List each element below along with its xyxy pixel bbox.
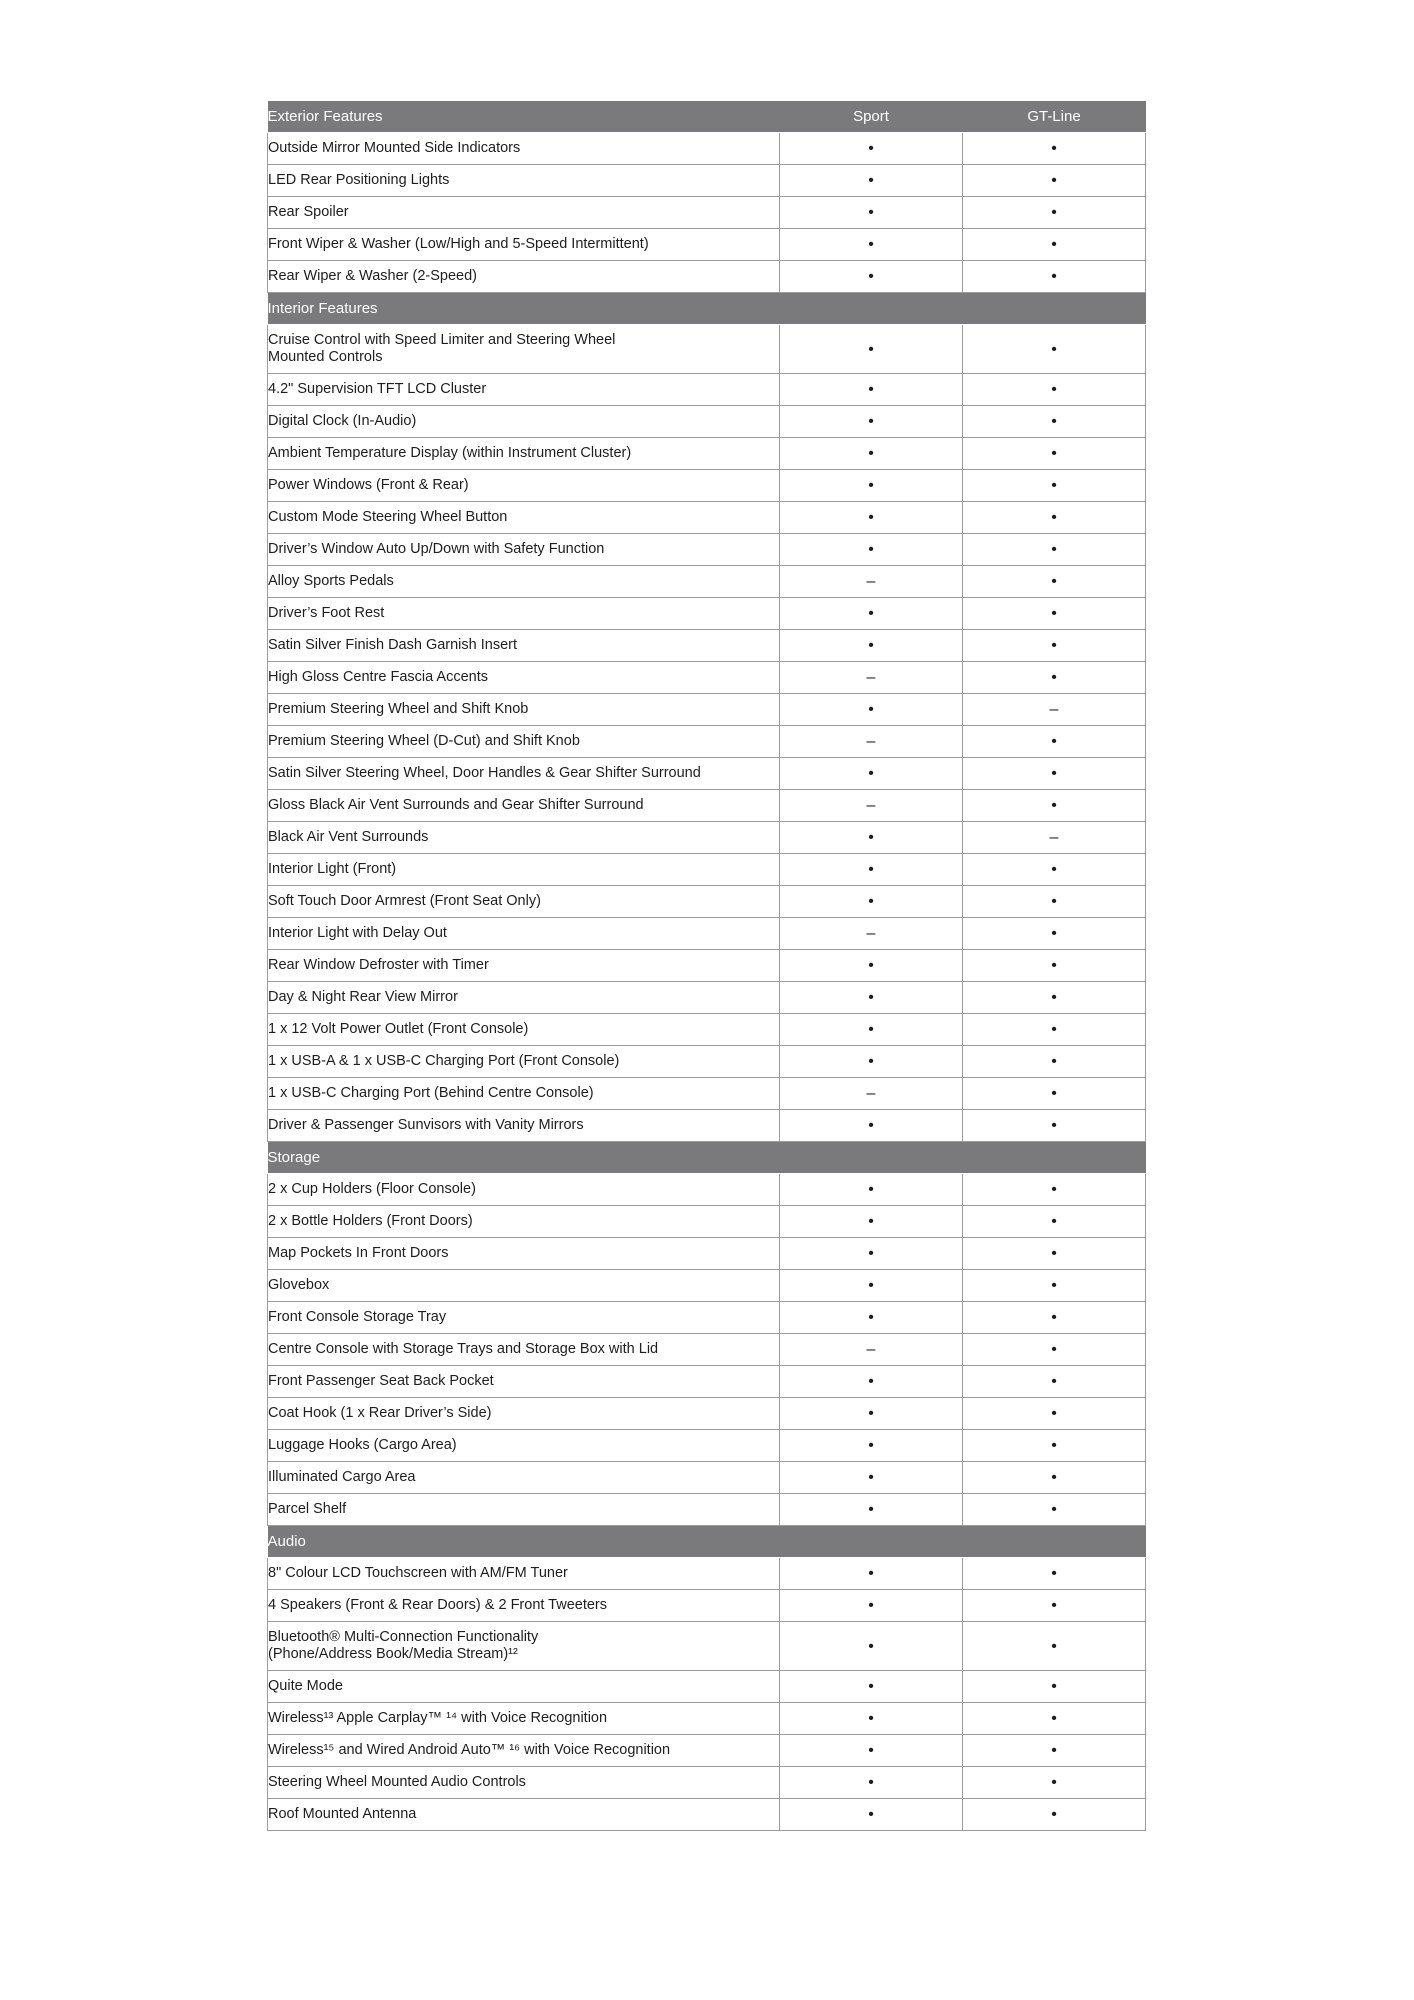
gt-line-availability: –	[963, 694, 1146, 726]
gt-line-availability: •	[963, 197, 1146, 229]
table-row	[268, 1703, 1146, 1735]
sport-availability: •	[780, 854, 963, 886]
gt-line-availability: •	[963, 1398, 1146, 1430]
table-row	[268, 1366, 1146, 1398]
specification-table	[267, 101, 1146, 1831]
gt-line-availability: •	[963, 261, 1146, 293]
gt-line-availability: •	[963, 534, 1146, 566]
gt-line-availability: •	[963, 1334, 1146, 1366]
table-row	[268, 374, 1146, 406]
sport-availability: •	[780, 502, 963, 534]
sport-availability: •	[780, 1206, 963, 1238]
table-row	[268, 438, 1146, 470]
gt-line-availability: •	[963, 325, 1146, 374]
sport-availability: •	[780, 1622, 963, 1671]
feature-label: Cruise Control with Speed Limiter and Steering Wheel Mounted Controls	[268, 325, 780, 374]
gt-line-availability: •	[963, 1494, 1146, 1526]
feature-label: 1 x USB-A & 1 x USB-C Charging Port (Front Console)	[268, 1046, 780, 1078]
feature-label: Interior Light with Delay Out	[268, 918, 780, 950]
table-row	[268, 261, 1146, 293]
table-row	[268, 325, 1146, 374]
sport-availability: •	[780, 470, 963, 502]
table-row	[268, 950, 1146, 982]
feature-label: Soft Touch Door Armrest (Front Seat Only)	[268, 886, 780, 918]
table-row	[268, 1238, 1146, 1270]
feature-label: High Gloss Centre Fascia Accents	[268, 662, 780, 694]
gt-line-availability: •	[963, 1590, 1146, 1622]
feature-label: Driver’s Window Auto Up/Down with Safety Function	[268, 534, 780, 566]
feature-label: Steering Wheel Mounted Audio Controls	[268, 1767, 780, 1799]
sport-availability: •	[780, 534, 963, 566]
table-row	[268, 982, 1146, 1014]
gt-line-availability: •	[963, 1735, 1146, 1767]
variant-heading-sport: Sport	[780, 101, 963, 133]
gt-line-availability: •	[963, 918, 1146, 950]
gt-line-availability: •	[963, 438, 1146, 470]
section-title: Exterior Features	[268, 101, 780, 133]
gt-line-availability: •	[963, 1078, 1146, 1110]
feature-label: Illuminated Cargo Area	[268, 1462, 780, 1494]
feature-label: 2 x Cup Holders (Floor Console)	[268, 1174, 780, 1206]
feature-label: Quite Mode	[268, 1671, 780, 1703]
feature-label: 1 x 12 Volt Power Outlet (Front Console)	[268, 1014, 780, 1046]
feature-label: Rear Spoiler	[268, 197, 780, 229]
table-row	[268, 1334, 1146, 1366]
gt-line-availability: •	[963, 598, 1146, 630]
section-header-cell	[963, 1526, 1146, 1558]
feature-label: Wireless¹⁵ and Wired Android Auto™ ¹⁶ with Voice Recognition	[268, 1735, 780, 1767]
sport-availability: –	[780, 918, 963, 950]
table-row	[268, 502, 1146, 534]
table-row	[268, 694, 1146, 726]
gt-line-availability: •	[963, 165, 1146, 197]
feature-label: Black Air Vent Surrounds	[268, 822, 780, 854]
table-row	[268, 1799, 1146, 1831]
section-header-cell	[963, 293, 1146, 325]
table-row	[268, 598, 1146, 630]
gt-line-availability: •	[963, 1430, 1146, 1462]
gt-line-availability: •	[963, 1558, 1146, 1590]
feature-label: Power Windows (Front & Rear)	[268, 470, 780, 502]
feature-label: Map Pockets In Front Doors	[268, 1238, 780, 1270]
gt-line-availability: •	[963, 1014, 1146, 1046]
table-row	[268, 534, 1146, 566]
sport-availability: •	[780, 1174, 963, 1206]
variant-heading-gt-line: GT-Line	[963, 101, 1146, 133]
feature-label: Gloss Black Air Vent Surrounds and Gear Shifter Surround	[268, 790, 780, 822]
table-row	[268, 1174, 1146, 1206]
gt-line-availability: •	[963, 662, 1146, 694]
feature-label: Custom Mode Steering Wheel Button	[268, 502, 780, 534]
sport-availability: •	[780, 1110, 963, 1142]
feature-label: Luggage Hooks (Cargo Area)	[268, 1430, 780, 1462]
feature-label: Coat Hook (1 x Rear Driver’s Side)	[268, 1398, 780, 1430]
gt-line-availability: •	[963, 1110, 1146, 1142]
feature-label: Rear Wiper & Washer (2-Speed)	[268, 261, 780, 293]
table-row	[268, 1206, 1146, 1238]
table-row	[268, 229, 1146, 261]
sport-availability: –	[780, 1078, 963, 1110]
feature-label: Front Passenger Seat Back Pocket	[268, 1366, 780, 1398]
feature-label: Ambient Temperature Display (within Instrument Cluster)	[268, 438, 780, 470]
feature-label: 4 Speakers (Front & Rear Doors) & 2 Front Tweeters	[268, 1590, 780, 1622]
sport-availability: •	[780, 630, 963, 662]
sport-availability: •	[780, 950, 963, 982]
feature-label: Parcel Shelf	[268, 1494, 780, 1526]
gt-line-availability: •	[963, 1366, 1146, 1398]
table-row	[268, 470, 1146, 502]
table-row	[268, 1622, 1146, 1671]
feature-label: Premium Steering Wheel and Shift Knob	[268, 694, 780, 726]
sport-availability: •	[780, 374, 963, 406]
section-header-storage	[268, 1142, 1146, 1174]
feature-label: 4.2" Supervision TFT LCD Cluster	[268, 374, 780, 406]
table-row	[268, 1558, 1146, 1590]
gt-line-availability: •	[963, 726, 1146, 758]
sport-availability: •	[780, 822, 963, 854]
section-header-cell	[963, 1142, 1146, 1174]
table-row	[268, 854, 1146, 886]
sport-availability: •	[780, 261, 963, 293]
table-row	[268, 1014, 1146, 1046]
section-title: Audio	[268, 1526, 780, 1558]
table-row	[268, 1398, 1146, 1430]
gt-line-availability: •	[963, 1206, 1146, 1238]
sport-availability: •	[780, 1735, 963, 1767]
feature-label: Satin Silver Steering Wheel, Door Handles & Gear Shifter Surround	[268, 758, 780, 790]
feature-label: LED Rear Positioning Lights	[268, 165, 780, 197]
feature-label: Roof Mounted Antenna	[268, 1799, 780, 1831]
section-header-audio	[268, 1526, 1146, 1558]
sport-availability: •	[780, 1799, 963, 1831]
feature-label: Glovebox	[268, 1270, 780, 1302]
feature-label: Day & Night Rear View Mirror	[268, 982, 780, 1014]
sport-availability: •	[780, 1398, 963, 1430]
table-row	[268, 662, 1146, 694]
sport-availability: •	[780, 1671, 963, 1703]
table-row	[268, 1671, 1146, 1703]
gt-line-availability: •	[963, 1671, 1146, 1703]
gt-line-availability: •	[963, 566, 1146, 598]
sport-availability: •	[780, 1302, 963, 1334]
sport-availability: •	[780, 325, 963, 374]
table-row	[268, 1078, 1146, 1110]
gt-line-availability: •	[963, 1799, 1146, 1831]
sport-availability: •	[780, 133, 963, 165]
feature-label: Centre Console with Storage Trays and Storage Box with Lid	[268, 1334, 780, 1366]
gt-line-availability: •	[963, 374, 1146, 406]
gt-line-availability: •	[963, 1703, 1146, 1735]
table-row	[268, 1494, 1146, 1526]
sport-availability: •	[780, 1703, 963, 1735]
sport-availability: •	[780, 1046, 963, 1078]
table-row	[268, 1767, 1146, 1799]
sport-availability: •	[780, 694, 963, 726]
gt-line-availability: •	[963, 1302, 1146, 1334]
gt-line-availability: •	[963, 854, 1146, 886]
sport-availability: •	[780, 1462, 963, 1494]
feature-label: Bluetooth® Multi-Connection Functionality (Phone/Address Book/Media Stream)¹²	[268, 1622, 780, 1671]
feature-label: Alloy Sports Pedals	[268, 566, 780, 598]
gt-line-availability: •	[963, 1767, 1146, 1799]
sport-availability: –	[780, 1334, 963, 1366]
gt-line-availability: •	[963, 502, 1146, 534]
sport-availability: •	[780, 1590, 963, 1622]
sport-availability: •	[780, 1270, 963, 1302]
sport-availability: –	[780, 726, 963, 758]
gt-line-availability: –	[963, 822, 1146, 854]
gt-line-availability: •	[963, 229, 1146, 261]
table-row	[268, 1110, 1146, 1142]
sport-availability: –	[780, 662, 963, 694]
sport-availability: •	[780, 165, 963, 197]
table-row	[268, 406, 1146, 438]
sport-availability: •	[780, 406, 963, 438]
table-row	[268, 758, 1146, 790]
feature-label: Satin Silver Finish Dash Garnish Insert	[268, 630, 780, 662]
section-header-cell	[780, 1526, 963, 1558]
feature-label: Interior Light (Front)	[268, 854, 780, 886]
gt-line-availability: •	[963, 630, 1146, 662]
feature-label: Digital Clock (In-Audio)	[268, 406, 780, 438]
gt-line-availability: •	[963, 1462, 1146, 1494]
table-row	[268, 918, 1146, 950]
sport-availability: •	[780, 1014, 963, 1046]
table-row	[268, 1462, 1146, 1494]
table-row	[268, 630, 1146, 662]
table-row	[268, 197, 1146, 229]
section-title: Storage	[268, 1142, 780, 1174]
feature-label: Outside Mirror Mounted Side Indicators	[268, 133, 780, 165]
gt-line-availability: •	[963, 1270, 1146, 1302]
feature-label: Front Console Storage Tray	[268, 1302, 780, 1334]
gt-line-availability: •	[963, 790, 1146, 822]
section-header-exterior-features	[268, 101, 1146, 133]
gt-line-availability: •	[963, 1174, 1146, 1206]
gt-line-availability: •	[963, 1046, 1146, 1078]
gt-line-availability: •	[963, 470, 1146, 502]
specification-table-body	[268, 101, 1146, 1831]
feature-label: 1 x USB-C Charging Port (Behind Centre Console)	[268, 1078, 780, 1110]
section-title: Interior Features	[268, 293, 780, 325]
sport-availability: •	[780, 598, 963, 630]
table-row	[268, 566, 1146, 598]
table-row	[268, 133, 1146, 165]
feature-label: 8" Colour LCD Touchscreen with AM/FM Tuner	[268, 1558, 780, 1590]
sport-availability: •	[780, 982, 963, 1014]
sport-availability: •	[780, 758, 963, 790]
section-header-cell	[780, 1142, 963, 1174]
sport-availability: •	[780, 886, 963, 918]
gt-line-availability: •	[963, 886, 1146, 918]
table-row	[268, 822, 1146, 854]
table-row	[268, 1302, 1146, 1334]
sport-availability: •	[780, 1767, 963, 1799]
feature-label: 2 x Bottle Holders (Front Doors)	[268, 1206, 780, 1238]
feature-label: Driver’s Foot Rest	[268, 598, 780, 630]
table-row	[268, 1590, 1146, 1622]
table-row	[268, 886, 1146, 918]
table-row	[268, 790, 1146, 822]
gt-line-availability: •	[963, 1622, 1146, 1671]
table-row	[268, 165, 1146, 197]
gt-line-availability: •	[963, 133, 1146, 165]
sport-availability: •	[780, 197, 963, 229]
gt-line-availability: •	[963, 982, 1146, 1014]
section-header-cell	[780, 293, 963, 325]
table-row	[268, 1735, 1146, 1767]
sport-availability: •	[780, 438, 963, 470]
sport-availability: –	[780, 566, 963, 598]
feature-label: Wireless¹³ Apple Carplay™ ¹⁴ with Voice Recognition	[268, 1703, 780, 1735]
feature-label: Rear Window Defroster with Timer	[268, 950, 780, 982]
sport-availability: •	[780, 1366, 963, 1398]
section-header-interior-features	[268, 293, 1146, 325]
table-row	[268, 1270, 1146, 1302]
gt-line-availability: •	[963, 1238, 1146, 1270]
table-row	[268, 1046, 1146, 1078]
sport-availability: •	[780, 229, 963, 261]
sport-availability: •	[780, 1558, 963, 1590]
sport-availability: •	[780, 1430, 963, 1462]
sport-availability: –	[780, 790, 963, 822]
feature-label: Premium Steering Wheel (D-Cut) and Shift Knob	[268, 726, 780, 758]
feature-label: Front Wiper & Washer (Low/High and 5-Speed Intermittent)	[268, 229, 780, 261]
gt-line-availability: •	[963, 950, 1146, 982]
sport-availability: •	[780, 1494, 963, 1526]
table-row	[268, 726, 1146, 758]
sport-availability: •	[780, 1238, 963, 1270]
feature-label: Driver & Passenger Sunvisors with Vanity Mirrors	[268, 1110, 780, 1142]
table-row	[268, 1430, 1146, 1462]
gt-line-availability: •	[963, 406, 1146, 438]
gt-line-availability: •	[963, 758, 1146, 790]
